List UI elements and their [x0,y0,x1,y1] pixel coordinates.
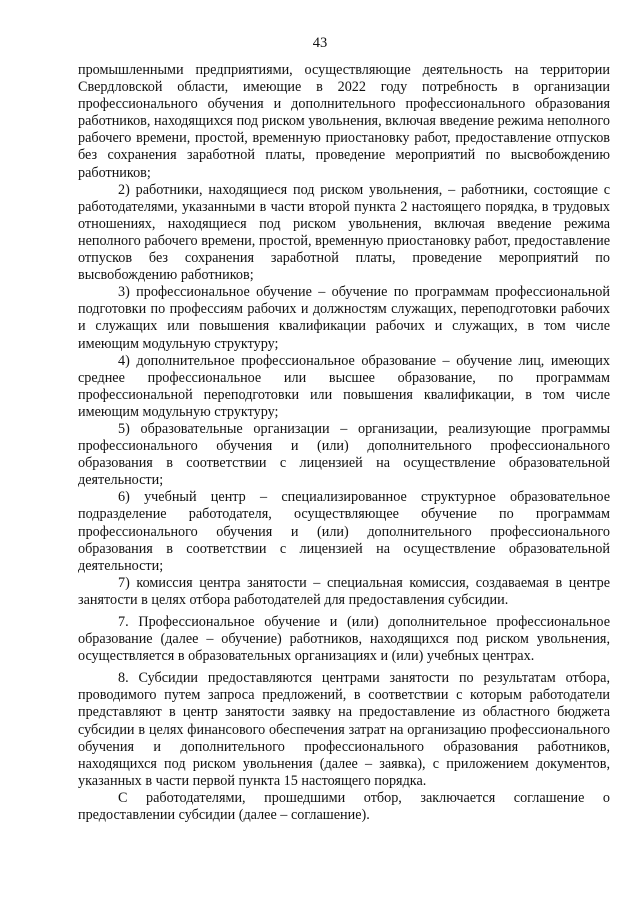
paragraph-agreement: С работодателями, прошедшими отбор, заключается соглашение о предоставлении субсидии (далее – соглашение). [78,789,610,824]
paragraph-item-7: 7) комиссия центра занятости – специальная комиссия, создаваемая в центре занятости в целях отбора работодателей для предоставления субсидии. [78,574,610,608]
paragraph-item-6: 6) учебный центр – специализированное структурное образовательное подразделение работодателя, осуществляющее обучение по программам профессионального обучения и (или) дополнительного профессионального образования в соответствии с лицензией на осуществление образовательной деятельности; [78,489,610,574]
paragraph-point-8: 8. Субсидии предоставляются центрами занятости по результатам отбора, проводимого путем запроса предложений, в соответствии с которым работодатели представляют в центр занятости заявку на предоставление из областного бюджета субсидии в целях финансового обеспечения затрат на организацию профессионального обучения и дополнительного профессионального образования работников, находящихся под риском увольнения (далее – заявка), с приложением документов, указанных в части первой пункта 15 настоящего порядка. [78,670,610,789]
document-body [78,62,610,824]
paragraph-item-5: 5) образовательные организации – организации, реализующие программы профессионального обучения и (или) дополнительного профессионального образования в соответствии с лицензией на осуществление образовательной деятельности; [78,420,610,489]
paragraph-item-3: 3) профессиональное обучение – обучение по программам профессиональной подготовки по профессиям рабочих и должностям служащих, переподготовки рабочих и служащих или повышения квалификации рабочих и служащих, в том числе имеющим модульную структуру; [78,284,610,352]
paragraph-item-2: 2) работники, находящиеся под риском увольнения, – работники, состоящие с работодателями, указанными в части второй пункта 2 настоящего порядка, в трудовых отношениях, находящиеся под риском увольнения, включая введение режима неполного рабочего времени, простой, временную приостановку работ, предоставление отпусков без сохранения заработной платы, проведение мероприятий по высвобождению работников; [78,181,610,284]
paragraph-continuation: промышленными предприятиями, осуществляющие деятельность на территории Свердловской области, имеющие в 2022 году потребность в организации профессионального обучения и дополнительного профессионального образования работников, находящихся под риском увольнения, включая введение режима неполного рабочего времени, простой, временную приостановку работ, предоставление отпусков без сохранения заработной платы, проведение мероприятий по высвобождению работников; [78,62,610,181]
page-number: 43 [312,35,328,51]
paragraph-item-4: 4) дополнительное профессиональное образование – обучение лиц, имеющих среднее профессиональное или высшее образование, по программам профессиональной переподготовки или повышения квалификации, в том числе имеющим модульную структуру; [78,352,610,420]
paragraph-point-7: 7. Профессиональное обучение и (или) дополнительное профессиональное образование (далее – обучение) работников, находящихся под риском увольнения, осуществляется в образовательных организациях и (или) учебных центрах. [78,614,610,665]
